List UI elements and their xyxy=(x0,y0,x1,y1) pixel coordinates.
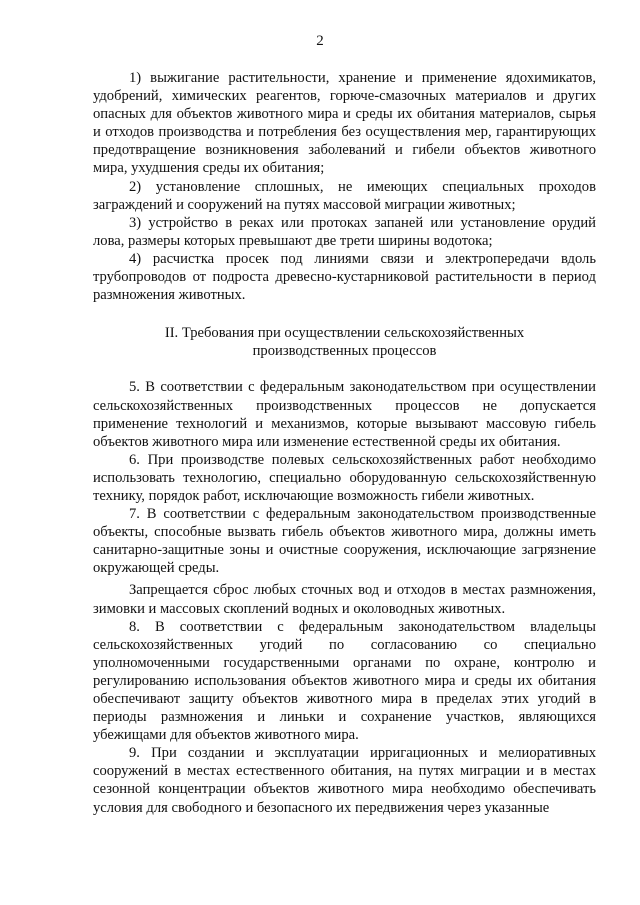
list-item-2: 2) установление сплошных, не имеющих специальных проходов заграждений и сооружений на путях массовой миграции животных; xyxy=(93,178,596,213)
paragraph-6: 6. При производстве полевых сельскохозяйственных работ необходимо использовать технологию, специально оборудованную сельскохозяйственную технику, порядок работ, исключающие возможность гибели животных. xyxy=(93,451,596,504)
page-number: 2 xyxy=(316,33,324,49)
paragraph-5: 5. В соответствии с федеральным законодательством при осуществлении сельскохозяйственных производственных процессов не допускается применение технологий и механизмов, которые вызывают массовую гибель объектов животного мира или изменение естественной среды их обитания. xyxy=(93,379,596,450)
list-item-1: 1) выжигание растительности, хранение и применение ядохимикатов, удобрений, химических реагентов, горюче-смазочных материалов и других опасных для объектов животного мира и среды их обитания материалов, сырья и отходов производства и потребления без осуществления мер, гарантирующих предотвращение возникновения заболеваний и гибели объектов животного мира, ухудшения среды их обитания; xyxy=(93,70,596,177)
paragraph-7: 7. В соответствии с федеральным законодательством производственные объекты, способные вызвать гибель объектов животного мира, должны иметь санитарно-защитные зоны и очистные сооружения, исключающие загрязнение окружающей среды. xyxy=(93,506,596,577)
section-spacer-top xyxy=(93,304,596,324)
list-item-4: 4) расчистка просек под линиями связи и электропередачи вдоль трубопроводов от подроста древесно-кустарниковой растительности в период размножения животных. xyxy=(93,250,596,304)
paragraph-9: 9. При создании и эксплуатации ирригационных и мелиоративных сооружений в местах естественного обитания, на путях миграции и в местах сезонной концентрации объектов животного мира необходимо обеспечивать условия для свободного и безопасного их передвижения через указанные xyxy=(93,745,596,816)
list-item-3: 3) устройство в реках или протоках запаней или установление орудий лова, размеры которых превышают две трети ширины водотока; xyxy=(93,214,596,249)
paragraph-8: 8. В соответствии с федеральным законодательством владельцы сельскохозяйственных угодий по согласованию со специально уполномоченными государственными органами по охране, контролю и регулированию использования объектов животного мира и среды их обитания обеспечивают защиту объектов животного мира в пределах этих угодий в периоды размножения и линьки и сохранение участков, являющихся убежищами для объектов животного мира. xyxy=(93,618,596,744)
document-body xyxy=(93,69,596,817)
section-heading: II. Требования при осуществлении сельскохозяйственных производственных процессов xyxy=(164,325,525,360)
paragraph-prohibition: Запрещается сброс любых сточных вод и отходов в местах размножения, зимовки и массовых скоплений водных и околоводных животных. xyxy=(93,582,596,617)
section-spacer-bottom xyxy=(93,360,596,378)
